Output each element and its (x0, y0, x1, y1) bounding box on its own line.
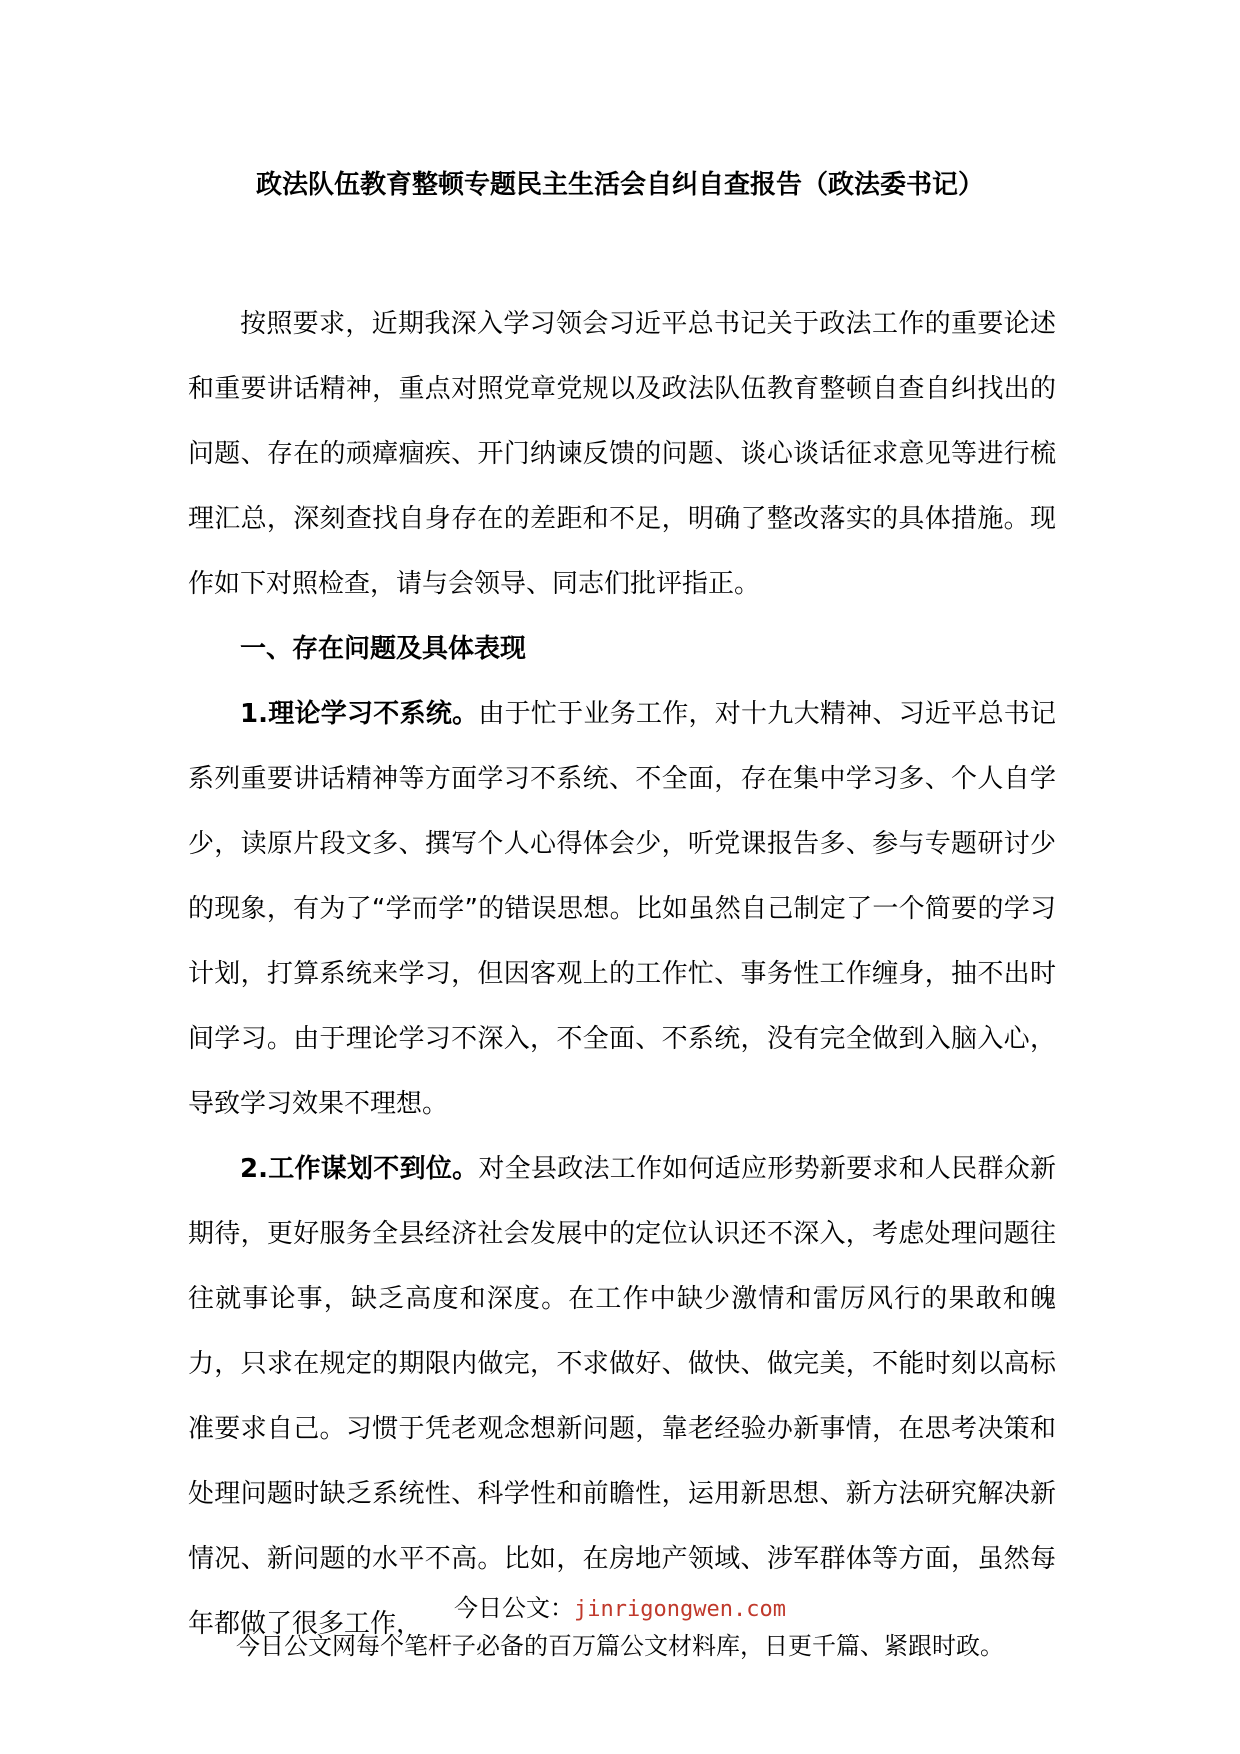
footer-slogan: 今日公文网每个笔杆子必备的百万篇公文材料库，日更千篇、紧跟时政。 (236, 1632, 1004, 1660)
item-text-1: 由于忙于业务工作，对十九大精神、习近平总书记系列重要讲话精神等方面学习不系统、不全面，存在集中学习多、个人自学少，读原片段文多、撰写个人心得体会少，听党课报告多、参与专题研讨少的现象，有为了“学而学”的错误思想。比如虽然自己制定了一个简要的学习计划，打算系统来学习，但因客观上的工作忙、事务性工作缠身，抽不出时间学习。由于理论学习不深入，不全面、不系统，没有完全做到入脑入心，导致学习效果不理想。 (188, 699, 1056, 1119)
document-title: 政法队伍教育整顿专题民主生活会自纠自查报告（政法委书记） (255, 170, 984, 200)
document-body (188, 292, 1056, 1657)
intro-paragraph: 按照要求，近期我深入学习领会习近平总书记关于政法工作的重要论述和重要讲话精神，重点对照党章党规以及政法队伍教育整顿自查自纠找出的问题、存在的顽瘴痼疾、开门纳谏反馈的问题、谈心谈话征求意见等进行梳理汇总，深刻查找自身存在的差距和不足，明确了整改落实的具体措施。现作如下对照检查，请与会领导、同志们批评指正。 (188, 309, 1056, 599)
footer-source-line (0, 1592, 1240, 1626)
item-text-2: 对全县政法工作如何适应形势新要求和人民群众新期待，更好服务全县经济社会发展中的定位认识还不深入，考虑处理问题往往就事论事，缺乏高度和深度。在工作中缺少激情和雷厉风行的果敢和魄力，只求在规定的期限内做完，不求做好、做快、做完美，不能时刻以高标准要求自己。习惯于凭老观念想新问题，靠老经验办新事情，在思考决策和处理问题时缺乏系统性、科学性和前瞻性，运用新思想、新方法研究解决新情况、新问题的水平不高。比如，在房地产领域、涉军群体等方面，虽然每年都做了很多工作， (188, 1154, 1056, 1639)
footer-source-label: 今日公文： (454, 1594, 575, 1622)
footer-site-link[interactable]: jinrigongwen.com (574, 1597, 786, 1622)
item-paragraph-1 (188, 682, 1056, 1137)
item-lead-1: 1.理论学习不系统。 (240, 699, 479, 729)
section-heading-1: 一、存在问题及具体表现 (240, 634, 527, 664)
item-lead-2: 2.工作谋划不到位。 (240, 1154, 479, 1184)
item-paragraph-2 (188, 1137, 1056, 1657)
